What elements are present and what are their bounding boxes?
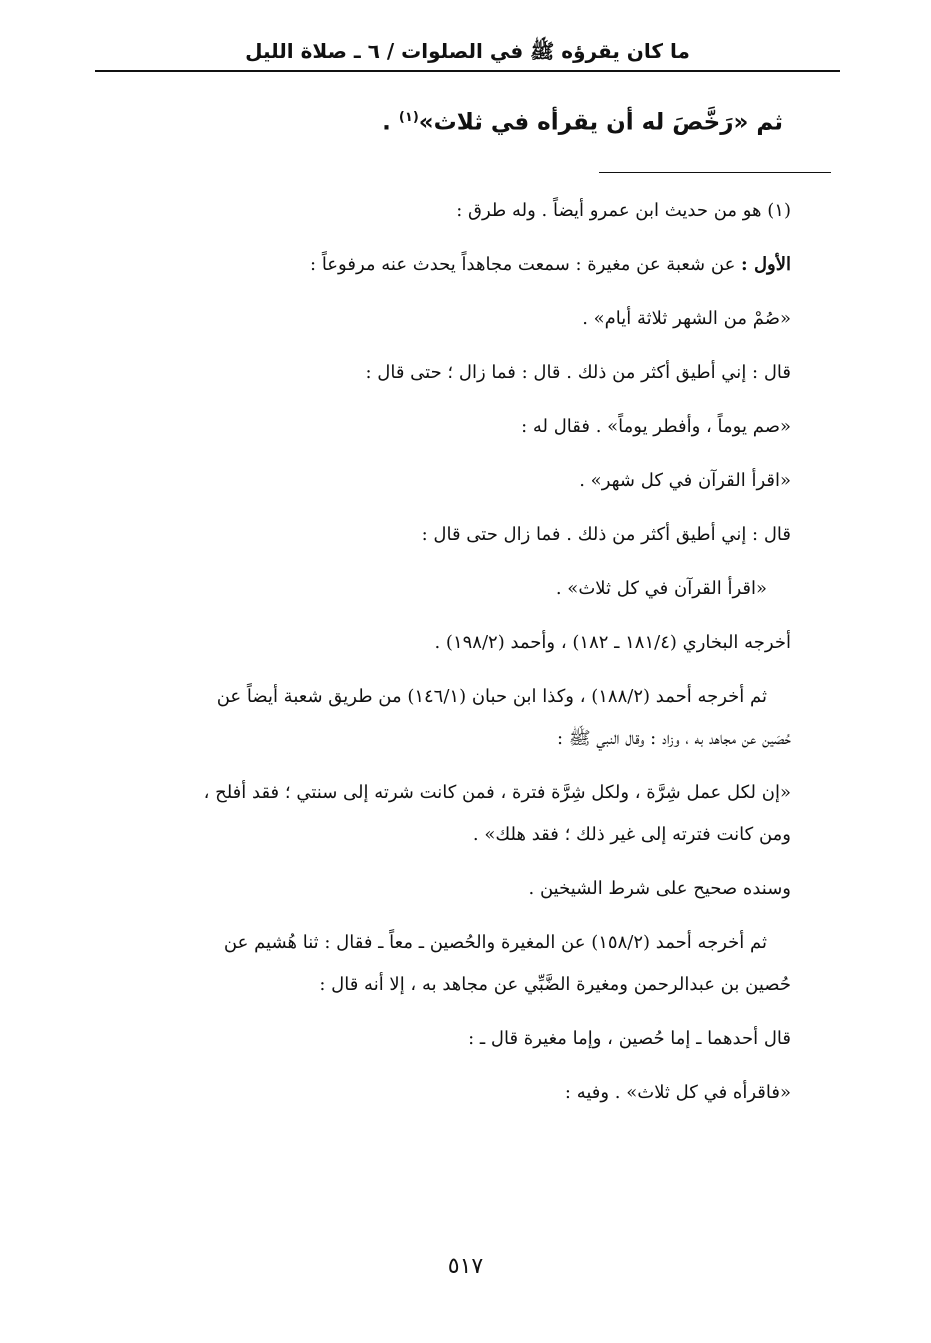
footnote-line: قال أحدهما ـ إما حُصين ، وإما مغيرة قال ـ : [468,1028,791,1049]
footnote-line: ثم أخرجه أحمد (١٨٨/٢) ، وكذا ابن حبان (١٤٦/١) من طريق شعبة أيضاً عن [216,686,767,707]
footnote-line: حُصين بن عبدالرحمن ومغيرة الضَّبِّي عن مجاهد به ، إلا أنه قال : [319,974,791,995]
main-text [382,98,783,143]
main-end: . [382,109,399,136]
footnote-line: «صم يوماً ، وأفطر يوماً» . فقال له : [521,416,791,437]
footnote-line [101,250,791,280]
footnote-line: «اقرأ القرآن في كل شهر» . [579,470,791,491]
footnote-line: وسنده صحيح على شرط الشيخين . [528,878,791,899]
footnote [101,196,791,1132]
footnote-ref: (١) [398,110,419,125]
main-sentence: ثم «رَخَّصَ له أن يقرأه في ثلاث» [418,109,783,136]
footnote-line: أخرجه البخاري (١٨١/٤ ـ ١٨٢) ، وأحمد (١٩٨/٢) . [434,632,791,653]
footnote-line: قال : إني أطيق أكثر من ذلك . فما زال حتى قال : [421,524,791,545]
running-header: ما كان يقرؤه ﷺ في الصلوات / ٦ ـ صلاة الليل [245,39,690,63]
footnote-rule [599,172,831,173]
lead-word: الأول : [741,254,791,275]
footnote-line-text: عن شعبة عن مغيرة : سمعت مجاهداً يحدث عنه مرفوعاً : [310,254,736,275]
footnote-line: «اقرأ القرآن في كل ثلاث» . [555,578,767,599]
footnote-line: حُصَين عن مجاهد به ، وزاد : وقال النبي ﷺ : [557,728,791,749]
footnote-line: قال : إني أطيق أكثر من ذلك . قال : فما زال ؛ حتى قال : [365,362,791,383]
footnote-line: «إن لكل عمل شِرَّة ، ولكل شِرَّة فترة ، فمن كانت شرته إلى سنتي ؛ فقد أفلح ، [203,782,791,803]
footnote-line: ومن كانت فترته إلى غير ذلك ؛ فقد هلك» . [472,824,791,845]
footnote-line: «فاقرأه في كل ثلاث» . وفيه : [564,1082,791,1103]
footnote-line: (١) هو من حديث ابن عمرو أيضاً . وله طرق : [456,200,791,221]
header-rule [95,70,840,72]
page-number: ٥١٧ [447,1254,484,1279]
footnote-line: ثم أخرجه أحمد (١٥٨/٢) عن المغيرة والحُصين ـ معاً ـ فقال : ثنا هُشيم عن [223,932,767,953]
footnote-line: «صُمْ من الشهر ثلاثة أيام» . [582,308,791,329]
